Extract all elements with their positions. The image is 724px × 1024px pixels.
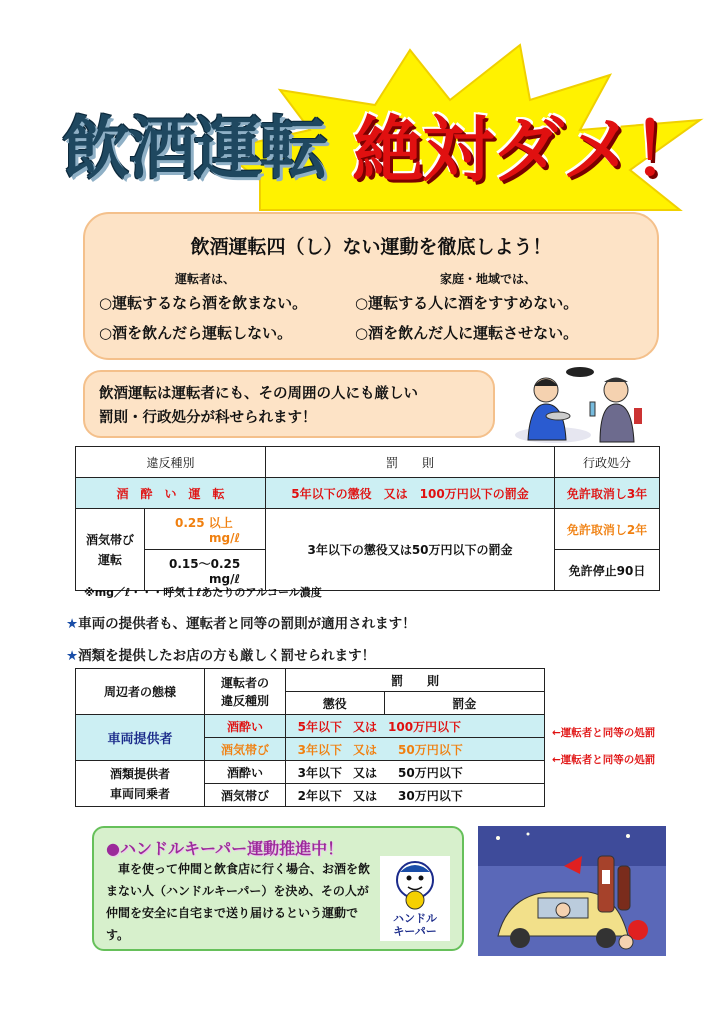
row-alcohol-violation: 酒気帯び 運転	[76, 509, 145, 591]
night-drinking-car-illustration	[478, 826, 666, 956]
arrow-note-2: ←運転者と同等の処罰	[552, 754, 656, 766]
title-part-1: 飲酒運転	[62, 110, 327, 189]
star-icon: ★	[66, 616, 79, 632]
group-vehicle-provider: 車両提供者	[76, 715, 205, 761]
handle-keeper-heading: ●ハンドルキーパー運動推進中！	[106, 839, 344, 858]
g2-alcohol-fine: 30万円以下	[384, 784, 545, 807]
penalty-warning-line-1: 飲酒運転は運転者にも、その周囲の人にも厳しい	[99, 386, 418, 402]
g1-alcohol-prison: 3年以下	[286, 738, 347, 761]
row-alcohol-admin-1: 免許取消し2年	[555, 509, 660, 550]
header-admin: 行政処分	[555, 447, 660, 478]
row-drunk-penalty: 5年以下の懲役 又は 100万円以下の罰金	[266, 478, 555, 509]
handle-keeper-logo	[380, 856, 450, 941]
title-part-2: 絶対ダメ！	[352, 108, 703, 192]
header-driver-violation: 運転者の 違反種別	[205, 669, 286, 715]
header-fine: 罰金	[384, 692, 545, 715]
notice-alcohol-provider: ★酒類を提供したお店の方も厳しく罰せられます！	[66, 648, 376, 664]
header-violation: 違反種別	[76, 447, 266, 478]
handle-keeper-mascot-icon	[380, 856, 450, 912]
star-icon: ★	[66, 648, 79, 664]
penalty-warning-box	[83, 370, 495, 438]
header-accomplice-type: 周辺者の態様	[76, 669, 205, 715]
row-alcohol-level-low: 0.15～0.25 mg/ℓ	[145, 550, 266, 591]
drinking-men-illustration	[508, 360, 656, 444]
g1-alcohol-fine: 50万円以下	[384, 738, 545, 761]
g1-alcohol-violation: 酒気帯び	[205, 738, 286, 761]
header-penalty: 罰 則	[286, 669, 545, 692]
family-rule-2: ○酒を飲んだ人に運転させない。	[355, 324, 579, 342]
g2-alcohol-violation: 酒気帯び	[205, 784, 286, 807]
driver-subheading: 運転者は、	[175, 272, 236, 286]
family-rule-1: ○運転する人に酒をすすめない。	[355, 294, 579, 312]
handle-keeper-logo-text: ハンドル キーパー	[393, 912, 437, 938]
g1-drunk-or: 又は	[346, 715, 384, 738]
g2-drunk-fine: 50万円以下	[384, 761, 545, 784]
drunk-driving-penalty-table	[75, 446, 660, 591]
campaign-heading: 飲酒運転四（し）ない運動を徹底しよう！	[190, 236, 552, 258]
penalty-warning-line-2: 罰則・行政処分が科せられます！	[99, 410, 317, 426]
unit-note: ※mg／ℓ・・・呼気１ℓあたりのアルコール濃度	[84, 586, 322, 599]
row-alcohol-level-high: 0.25 以上 mg/ℓ	[145, 509, 266, 550]
notice-vehicle-provider: ★車両の提供者も、運転者と同等の罰則が適用されます！	[66, 616, 416, 632]
row-alcohol-admin-2: 免許停止90日	[555, 550, 660, 591]
row-drunk-violation: 酒 酔 い 運 転	[76, 478, 266, 509]
g1-drunk-violation: 酒酔い	[205, 715, 286, 738]
g2-alcohol-or: 又は	[346, 784, 384, 807]
g2-drunk-or: 又は	[346, 761, 384, 784]
accomplice-penalty-table	[75, 668, 545, 807]
campaign-box	[83, 212, 659, 360]
g2-drunk-violation: 酒酔い	[205, 761, 286, 784]
handle-keeper-body: 車を使って仲間と飲食店に行く場合、お酒を飲まない人（ハンドルキーパー）を決め、その人が仲間を安全に自宅まで送り届けるという運動です。	[106, 862, 371, 942]
row-alcohol-penalty: 3年以下の懲役又は50万円以下の罰金	[266, 509, 555, 591]
g1-alcohol-or: 又は	[346, 738, 384, 761]
g2-drunk-prison: 3年以下	[286, 761, 347, 784]
driver-rule-2: ○酒を飲んだら運転しない。	[99, 324, 293, 342]
header-prison: 懲役	[286, 692, 385, 715]
g1-drunk-prison: 5年以下	[286, 715, 347, 738]
row-drunk-admin: 免許取消し3年	[555, 478, 660, 509]
header-penalty: 罰 則	[266, 447, 555, 478]
g1-drunk-fine: 100万円以下	[384, 715, 545, 738]
driver-rule-1: ○運転するなら酒を飲まない。	[99, 294, 308, 312]
group-alcohol-provider-passenger: 酒類提供者 車両同乗者	[76, 761, 205, 807]
family-subheading: 家庭・地域では、	[440, 272, 537, 286]
arrow-note-1: ←運転者と同等の処罰	[552, 727, 656, 739]
g2-alcohol-prison: 2年以下	[286, 784, 347, 807]
